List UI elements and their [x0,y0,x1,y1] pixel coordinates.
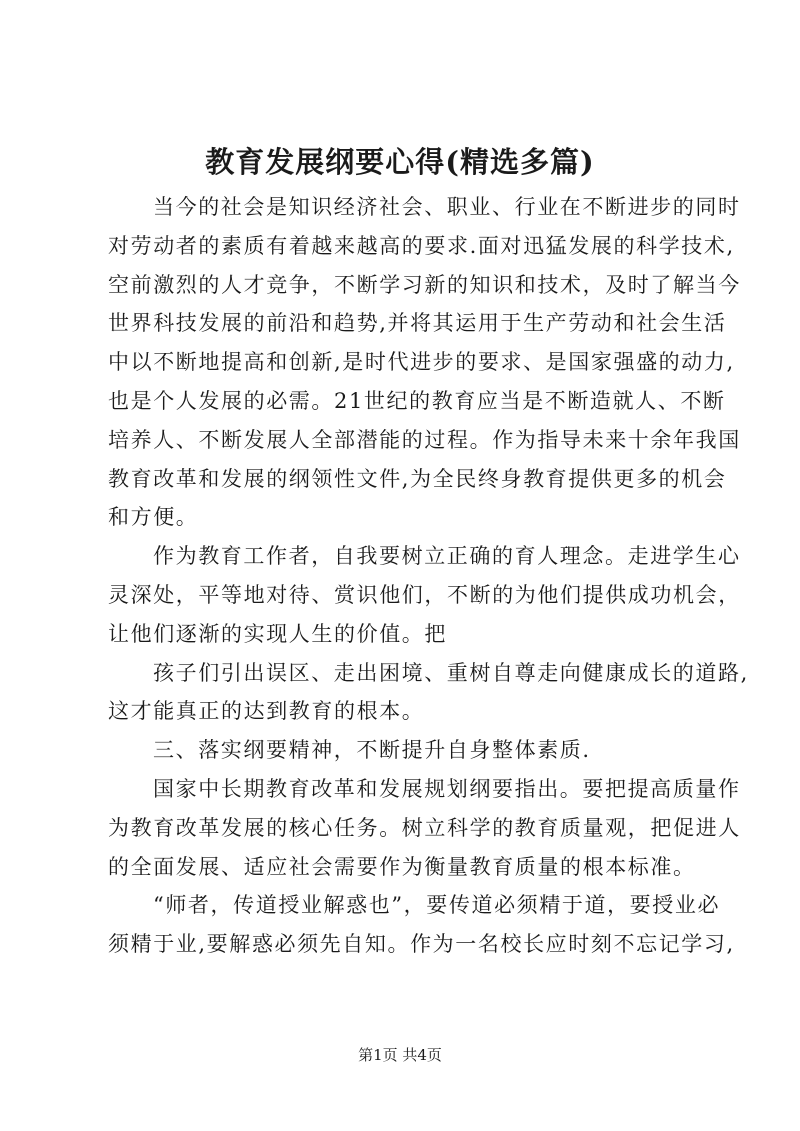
text-line: 孩子们引出误区、走出困境、重树自尊走向健康成长的道路, [153,660,749,685]
text-line: 和方便。 [108,505,199,530]
text-line: 教育改革和发展的纲领性文件,为全民终身教育提供更多的机会 [108,466,727,491]
document-body [108,188,749,964]
text-line: 对劳动者的素质有着越来越高的要求.面对迅猛发展的科学技术, [108,233,735,258]
text-line: 让他们逐渐的实现人生的价值。把 [108,621,447,646]
page-footer: 第1页 共4页 [358,1046,442,1064]
text-line: 空前激烈的人才竞争，不断学习新的知识和技术，及时了解当今 [108,272,741,297]
text-line: 作为教育工作者，自我要树立正确的育人理念。走进学生心 [153,544,741,569]
text-line: 国家中长期教育改革和发展规划纲要指出。要把提高质量作 [153,776,741,801]
text-line: 这才能真正的达到教育的根本。 [108,699,425,724]
text-line: 培养人、不断发展人全部潜能的过程。作为指导未来十余年我国 [108,427,741,452]
text-line: 的全面发展、适应社会需要作为衡量教育质量的根本标准。 [108,854,696,879]
document-title: 教育发展纲要心得(精选多篇) [205,145,595,179]
text-line: “师者，传道授业解惑也”，要传道必须精于道，要授业必 [153,893,721,918]
text-line: 灵深处，平等地对待、赏识他们，不断的为他们提供成功机会， [108,582,741,607]
text-line: 须精于业,要解惑必须先自知。作为一名校长应时刻不忘记学习, [108,932,735,957]
text-line: 当今的社会是知识经济社会、职业、行业在不断进步的同时 [153,195,741,219]
text-line: 也是个人发展的必需。21世纪的教育应当是不断造就人、不断 [108,388,726,413]
text-line: 为教育改革发展的核心任务。树立科学的教育质量观，把促进人 [108,815,741,840]
text-line: 三、落实纲要精神，不断提升自身整体素质. [153,738,591,763]
text-line: 世界科技发展的前沿和趋势,并将其运用于生产劳动和社会生活 [108,311,727,336]
text-line: 中以不断地提高和创新,是时代进步的要求、是国家强盛的动力, [108,350,735,375]
